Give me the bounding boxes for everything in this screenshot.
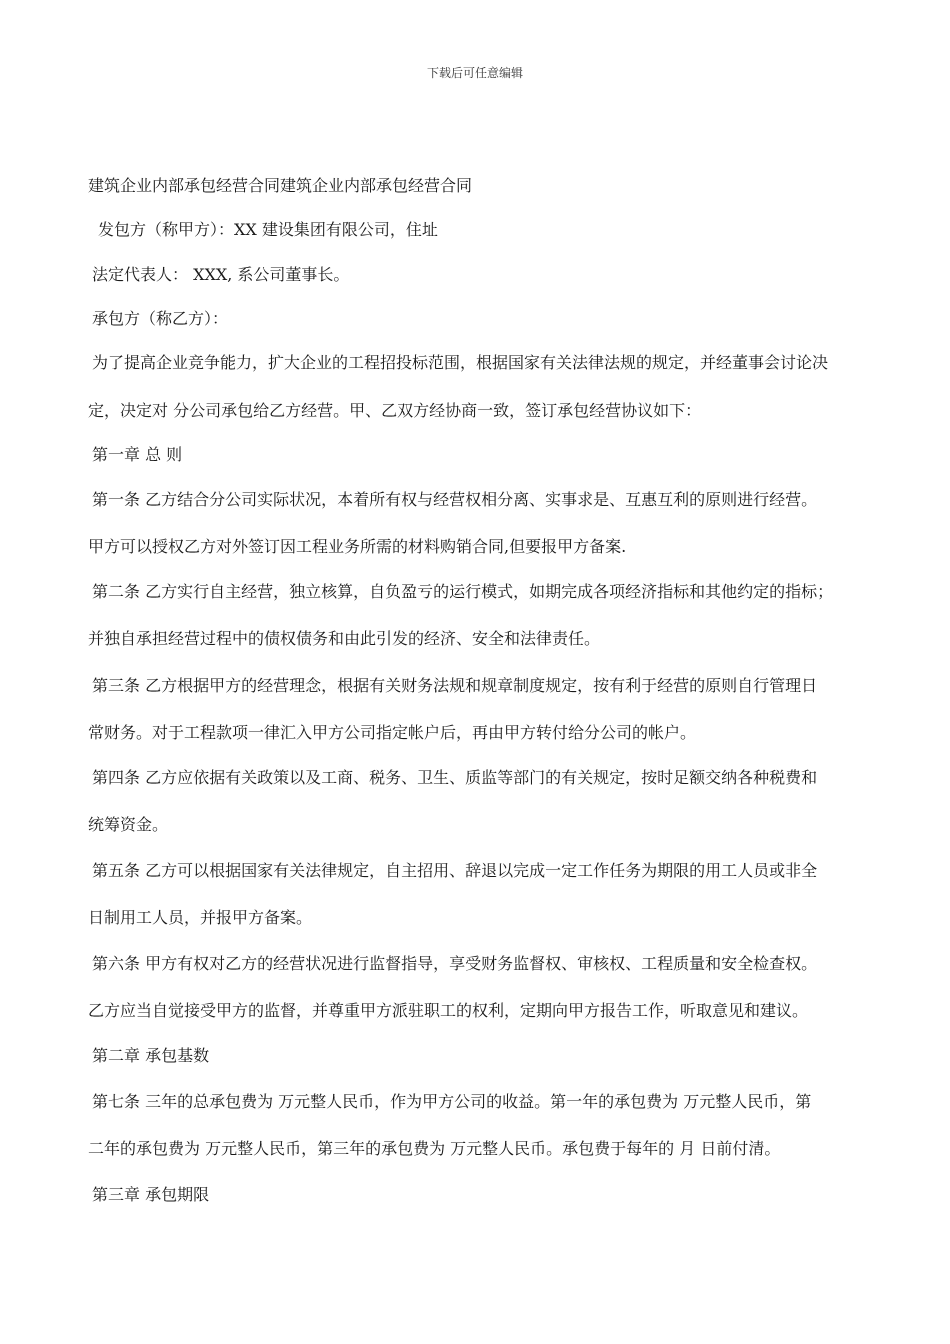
document-title: 建筑企业内部承包经营合同建筑企业内部承包经营合同 — [88, 176, 473, 195]
text-line: 法定代表人： XXX, 系公司董事长。 — [92, 265, 350, 284]
text-line: 为了提高企业竞争能力，扩大企业的工程招投标范围，根据国家有关法律法规的规定，并经董事会讨论决 — [92, 353, 829, 372]
text-line: 乙方应当自觉接受甲方的监督，并尊重甲方派驻职工的权利，定期向甲方报告工作，听取意见和建议。 — [88, 1001, 809, 1020]
text-line: 第三条 乙方根据甲方的经营理念，根据有关财务法规和规章制度规定，按有利于经营的原则自行管理日 — [92, 676, 818, 695]
text-line: 第五条 乙方可以根据国家有关法律规定，自主招用、辞退以完成一定工作任务为期限的用工人员或非全 — [92, 861, 818, 880]
text-line: 甲方可以授权乙方对外签订因工程业务所需的材料购销合同,但要报甲方备案. — [88, 537, 627, 556]
chapter-heading: 第三章 承包期限 — [92, 1185, 210, 1204]
text-line: 承包方（称乙方）： — [92, 309, 229, 328]
text-line: 第七条 三年的总承包费为 万元整人民币，作为甲方公司的收益。第一年的承包费为 万元整人民币，第 — [92, 1092, 812, 1111]
text-line: 第四条 乙方应依据有关政策以及工商、税务、卫生、质监等部门的有关规定，按时足额交纳各种税费和 — [92, 768, 818, 787]
chapter-heading: 第一章 总 则 — [92, 445, 183, 464]
text-line: 第六条 甲方有权对乙方的经营状况进行监督指导，享受财务监督权、审核权、工程质量和安全检查权。 — [92, 954, 818, 973]
text-line: 第二条 乙方实行自主经营，独立核算，自负盈亏的运行模式，如期完成各项经济指标和其他约定的指标； — [92, 582, 834, 601]
text-line: 日制用工人员，并报甲方备案。 — [88, 908, 313, 927]
text-line: 常财务。对于工程款项一律汇入甲方公司指定帐户后，再由甲方转付给分公司的帐户。 — [88, 723, 697, 742]
page-header: 下载后可任意编辑 — [426, 66, 523, 80]
chapter-heading: 第二章 承包基数 — [92, 1046, 210, 1065]
text-line: 第一条 乙方结合分公司实际状况，本着所有权与经营权相分离、实事求是、互惠互利的原则进行经营。 — [92, 490, 818, 509]
text-line: 统筹资金。 — [88, 815, 169, 834]
text-line: 发包方（称甲方）：XX 建设集团有限公司，住址 — [98, 220, 438, 239]
text-line: 二年的承包费为 万元整人民币，第三年的承包费为 万元整人民币。承包费于每年的 月 日前付清。 — [88, 1139, 781, 1158]
text-line: 并独自承担经营过程中的债权债务和由此引发的经济、安全和法律责任。 — [88, 629, 601, 648]
text-line: 定，决定对 分公司承包给乙方经营。甲、乙双方经协商一致，签订承包经营协议如下： — [88, 401, 702, 420]
